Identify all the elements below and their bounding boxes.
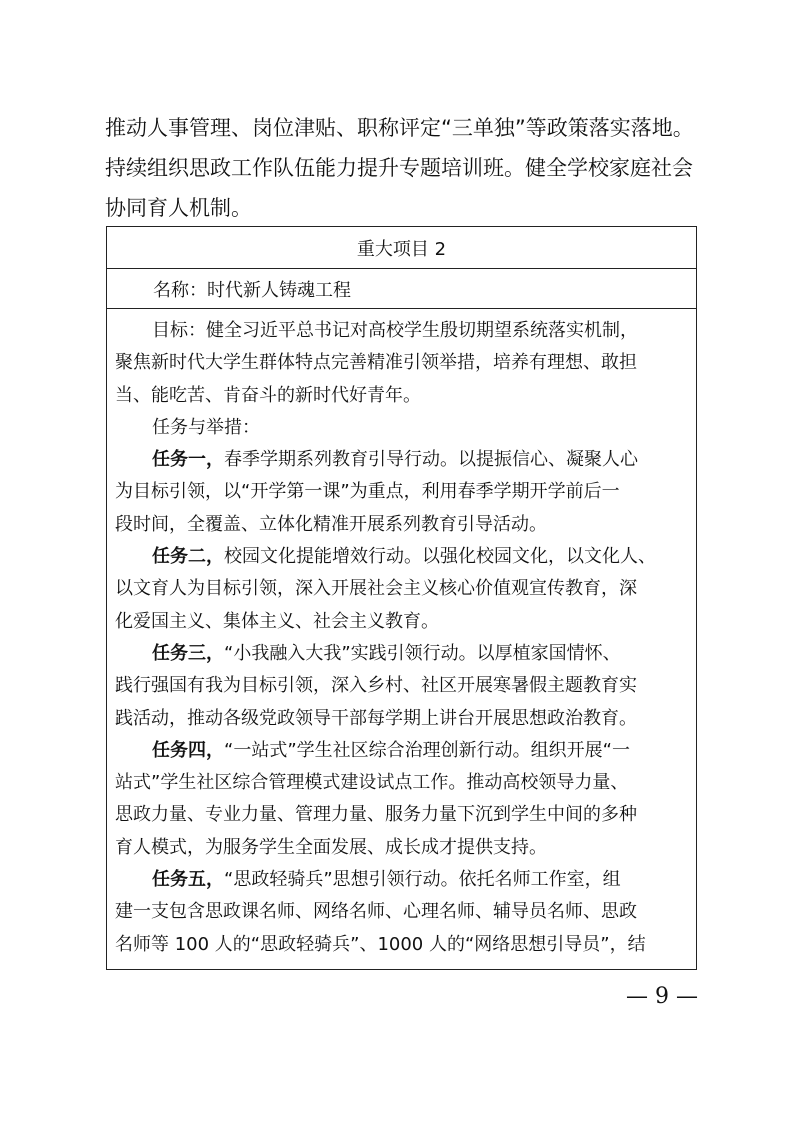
- tasks-label: [115, 412, 688, 444]
- task-heading: 任务二，: [152, 546, 224, 568]
- text-line: 为目标引领，以“开学第一课”为重点，利用春季学期开学前后一: [115, 481, 620, 503]
- text-line: 聚焦新时代大学生群体特点完善精准引领举措，培养有理想、敢担: [115, 352, 637, 374]
- text-line: 思政力量、专业力量、管理力量、服务力量下沉到学生中间的多种: [115, 804, 637, 826]
- project-title: 重大项目 2: [107, 227, 696, 269]
- project-body: [107, 309, 696, 961]
- task-heading: 任务三，: [152, 642, 224, 664]
- intro-line: 推动人事管理、岗位津贴、职称评定“三单独”等政策落实落地。: [105, 116, 694, 140]
- task-one: [115, 444, 688, 541]
- project-table: [106, 226, 697, 970]
- text-line: 化爱国主义、集体主义、社会主义教育。: [115, 610, 439, 632]
- task-two: [115, 541, 688, 638]
- intro-line: 持续组织思政工作队伍能力提升专题培训班。健全学校家庭社会: [105, 156, 693, 180]
- project-name: 名称：时代新人铸魂工程: [107, 269, 696, 309]
- task-heading: 任务四，: [152, 739, 224, 761]
- text-line: 春季学期系列教育引导行动。以提振信心、凝聚人心: [224, 449, 638, 471]
- text-line: 当、能吃苦、肯奋斗的新时代好青年。: [115, 384, 421, 406]
- text-line: 践活动，推动各级党政领导干部每学期上讲台开展思想政治教育。: [115, 707, 637, 729]
- text-line: 育人模式，为服务学生全面发展、成长成才提供支持。: [115, 836, 547, 858]
- task-five: [115, 864, 688, 961]
- task-three: [115, 638, 688, 735]
- task-heading: 任务一，: [152, 449, 224, 471]
- intro-line: 协同育人机制。: [105, 196, 252, 220]
- text-line: “思政轻骑兵”思想引领行动。依托名师工作室，组: [224, 869, 621, 891]
- text-line: 名师等 100 人的“思政轻骑兵”、1000 人的“网络思想引导员”，结: [115, 933, 646, 955]
- text-line: 段时间，全覆盖、立体化精准开展系列教育引导活动。: [115, 513, 547, 535]
- text-line: 以文育人为目标引领，深入开展社会主义核心价值观宣传教育，深: [115, 578, 637, 600]
- intro-paragraph: [105, 108, 700, 228]
- text-line: 践行强国有我为目标引领，深入乡村、社区开展寒暑假主题教育实: [115, 675, 637, 697]
- text-line: “一站式”学生社区综合治理创新行动。组织开展“一: [224, 739, 630, 761]
- goal-paragraph: [115, 315, 688, 412]
- text-line: 目标：健全习近平总书记对高校学生殷切期望系统落实机制，: [152, 320, 638, 341]
- text-line: 校园文化提能增效行动。以强化校园文化，以文化人、: [224, 546, 656, 568]
- task-four: [115, 735, 688, 864]
- text-line: 任务与举措：: [152, 416, 260, 438]
- text-line: 建一支包含思政课名师、网络名师、心理名师、辅导员名师、思政: [115, 901, 637, 923]
- page-number: — 9 —: [626, 984, 698, 1009]
- text-line: “小我融入大我”实践引领行动。以厚植家国情怀、: [224, 642, 621, 664]
- text-line: 站式”学生社区综合管理模式建设试点工作。推动高校领导力量、: [115, 772, 629, 794]
- task-heading: 任务五，: [152, 869, 224, 891]
